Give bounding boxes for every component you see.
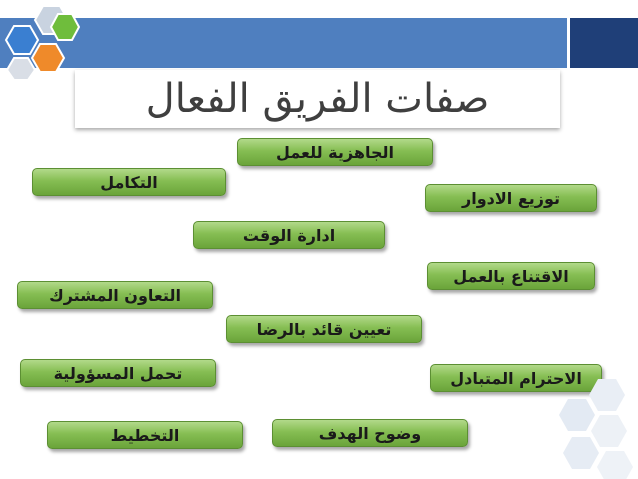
header-dark-block: [570, 18, 638, 68]
item-readiness: الجاهزية للعمل: [237, 138, 433, 166]
hexagon-green-icon: [51, 14, 79, 40]
item-cooperation: التعاون المشترك: [17, 281, 213, 309]
item-responsibility: تحمل المسؤولية: [20, 359, 216, 387]
item-integration: التكامل: [32, 168, 226, 196]
hexagon-lightgray-icon: [7, 58, 35, 80]
title-box: [75, 70, 560, 128]
hexagon-orange-icon: [32, 44, 64, 72]
header-bar: [0, 18, 638, 68]
item-time: ادارة الوقت: [193, 221, 385, 249]
deco-hexagon-icon: [597, 451, 633, 479]
deco-hexagon-icon: [589, 379, 625, 411]
item-roles: توزيع الادوار: [425, 184, 597, 212]
hexagon-blue-icon: [6, 26, 38, 54]
item-leader: تعيين قائد بالرضا: [226, 315, 422, 343]
deco-hexagon-icon: [591, 415, 627, 447]
item-planning: التخطيط: [47, 421, 243, 449]
logo-hexagons-icon: [0, 0, 80, 80]
decorative-hexagons-icon: [528, 379, 638, 479]
item-conviction: الاقتناع بالعمل: [427, 262, 595, 290]
page-title: صفات الفريق الفعال: [145, 76, 490, 122]
deco-hexagon-icon: [559, 399, 595, 431]
item-goal: وضوح الهدف: [272, 419, 468, 447]
item-respect: الاحترام المتبادل: [430, 364, 602, 392]
deco-hexagon-icon: [563, 437, 599, 469]
